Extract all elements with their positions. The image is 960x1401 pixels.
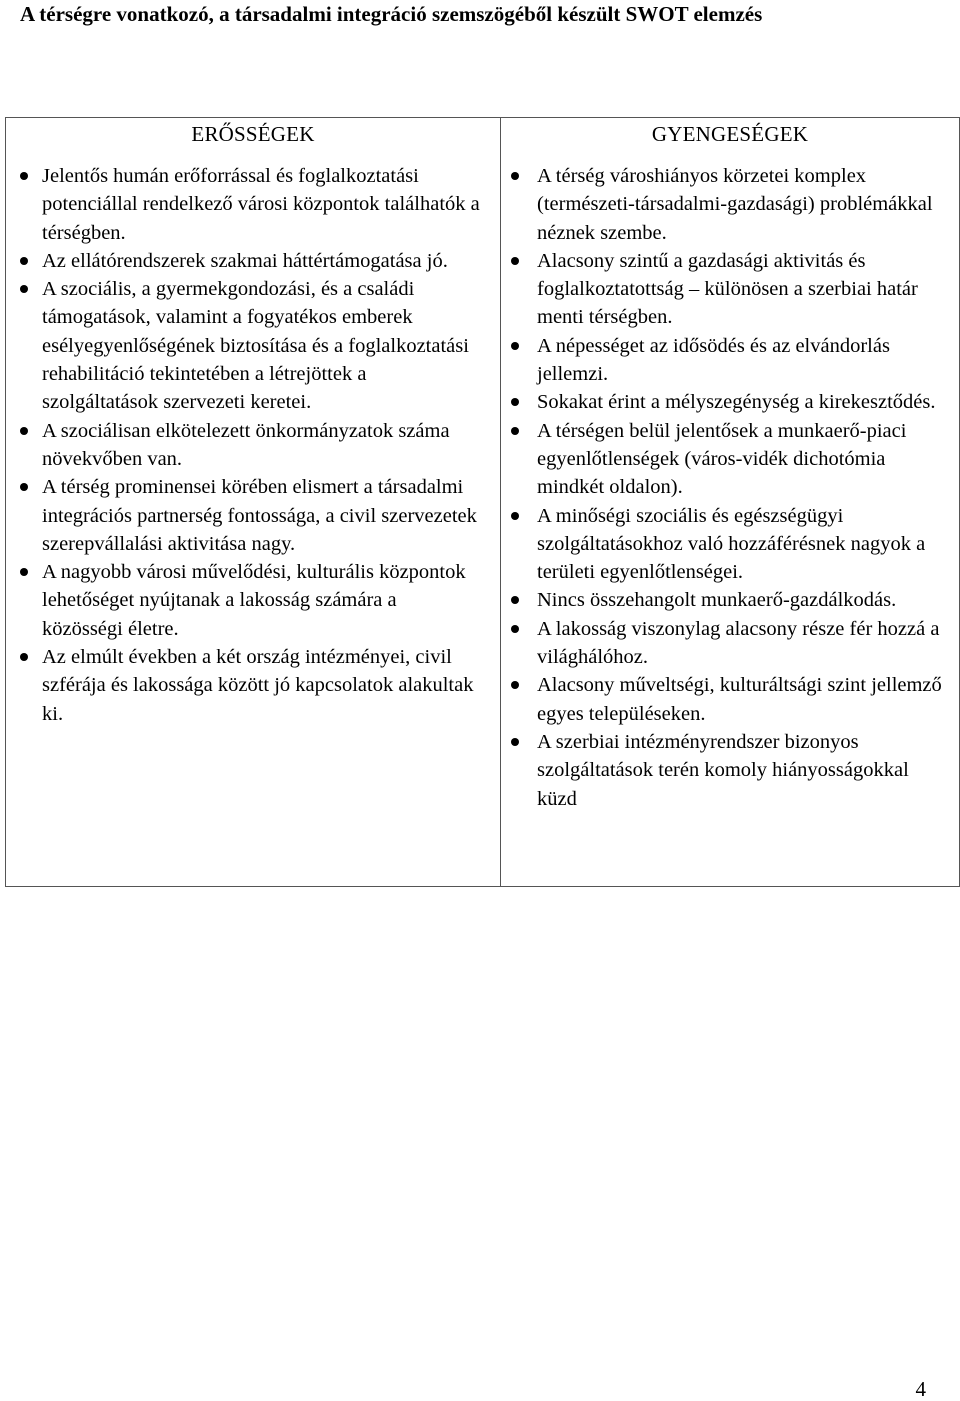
strengths-list bbox=[6, 162, 500, 728]
list-item: A minőségi szociális és egészségügyi szolgáltatásokhoz való hozzáférésnek nagyok a területi egyenlőtlenségei. bbox=[501, 502, 959, 587]
weaknesses-heading: GYENGESÉGEK bbox=[651, 122, 809, 146]
strengths-cell bbox=[6, 118, 501, 887]
list-item: A lakosság viszonylag alacsony része fér hozzá a világhálóhoz. bbox=[501, 615, 959, 672]
bullet-icon bbox=[20, 568, 28, 576]
list-item: Nincs összehangolt munkaerő-gazdálkodás. bbox=[501, 586, 959, 614]
bullet-icon bbox=[20, 172, 28, 180]
bullet-icon bbox=[20, 257, 28, 265]
bullet-icon bbox=[511, 681, 519, 689]
weaknesses-cell bbox=[501, 118, 960, 887]
bullet-icon bbox=[20, 483, 28, 491]
list-item: Jelentős humán erőforrással és foglalkoztatási potenciállal rendelkező városi központok találhatók a térségben. bbox=[6, 162, 500, 247]
bullet-icon bbox=[511, 625, 519, 633]
list-item: A szociálisan elkötelezett önkormányzatok száma növekvőben van. bbox=[6, 417, 500, 474]
swot-table bbox=[5, 117, 960, 887]
list-item: A térségen belül jelentősek a munkaerő-piaci egyenlőtlenségek (város-vidék dichotómia mindkét oldalon). bbox=[501, 417, 959, 502]
list-item: A szociális, a gyermekgondozási, és a családi támogatások, valamint a fogyatékos emberek esélyegyenlőségének biztosítása és a foglalkoztatási rehabilitáció tekintetében a létrejöttek a szolgáltatások szervezeti keretei. bbox=[6, 275, 500, 416]
list-item: Sokakat érint a mélyszegénység a kirekesztődés. bbox=[501, 388, 959, 416]
bullet-icon bbox=[511, 257, 519, 265]
bullet-icon bbox=[20, 427, 28, 435]
weaknesses-list bbox=[501, 162, 959, 813]
bullet-icon bbox=[511, 512, 519, 520]
list-item: A térség prominensei körében elismert a társadalmi integrációs partnerség fontossága, a civil szervezetek szerepvállalási aktivitása nagy. bbox=[6, 473, 500, 558]
bullet-icon bbox=[511, 427, 519, 435]
strengths-heading: ERŐSSÉGEK bbox=[191, 122, 315, 146]
list-item: A szerbiai intézményrendszer bizonyos szolgáltatások terén komoly hiányosságokkal küzd bbox=[501, 728, 959, 813]
page-number: 4 bbox=[915, 1377, 926, 1401]
list-item: Az ellátórendszerek szakmai háttértámogatása jó. bbox=[6, 247, 500, 275]
list-item: Az elmúlt években a két ország intézményei, civil szférája és lakossága között jó kapcsolatok alakultak ki. bbox=[6, 643, 500, 728]
list-item: Alacsony műveltségi, kulturáltsági szint jellemző egyes településeken. bbox=[501, 671, 959, 728]
list-item: A térség városhiányos körzetei komplex (természeti-társadalmi-gazdasági) problémákkal néznek szembe. bbox=[501, 162, 959, 247]
bullet-icon bbox=[511, 342, 519, 350]
list-item: A népességet az idősödés és az elvándorlás jellemzi. bbox=[501, 332, 959, 389]
bullet-icon bbox=[20, 653, 28, 661]
bullet-icon bbox=[511, 172, 519, 180]
bullet-icon bbox=[511, 738, 519, 746]
bullet-icon bbox=[511, 596, 519, 604]
bullet-icon bbox=[20, 285, 28, 293]
list-item: A nagyobb városi művelődési, kulturális központok lehetőséget nyújtanak a lakosság számára a közösségi életre. bbox=[6, 558, 500, 643]
page-title: A térségre vonatkozó, a társadalmi integráció szemszögéből készült SWOT elemzés bbox=[20, 2, 763, 26]
bullet-icon bbox=[511, 398, 519, 406]
list-item: Alacsony szintű a gazdasági aktivitás és foglalkoztatottság – különösen a szerbiai határ menti térségben. bbox=[501, 247, 959, 332]
